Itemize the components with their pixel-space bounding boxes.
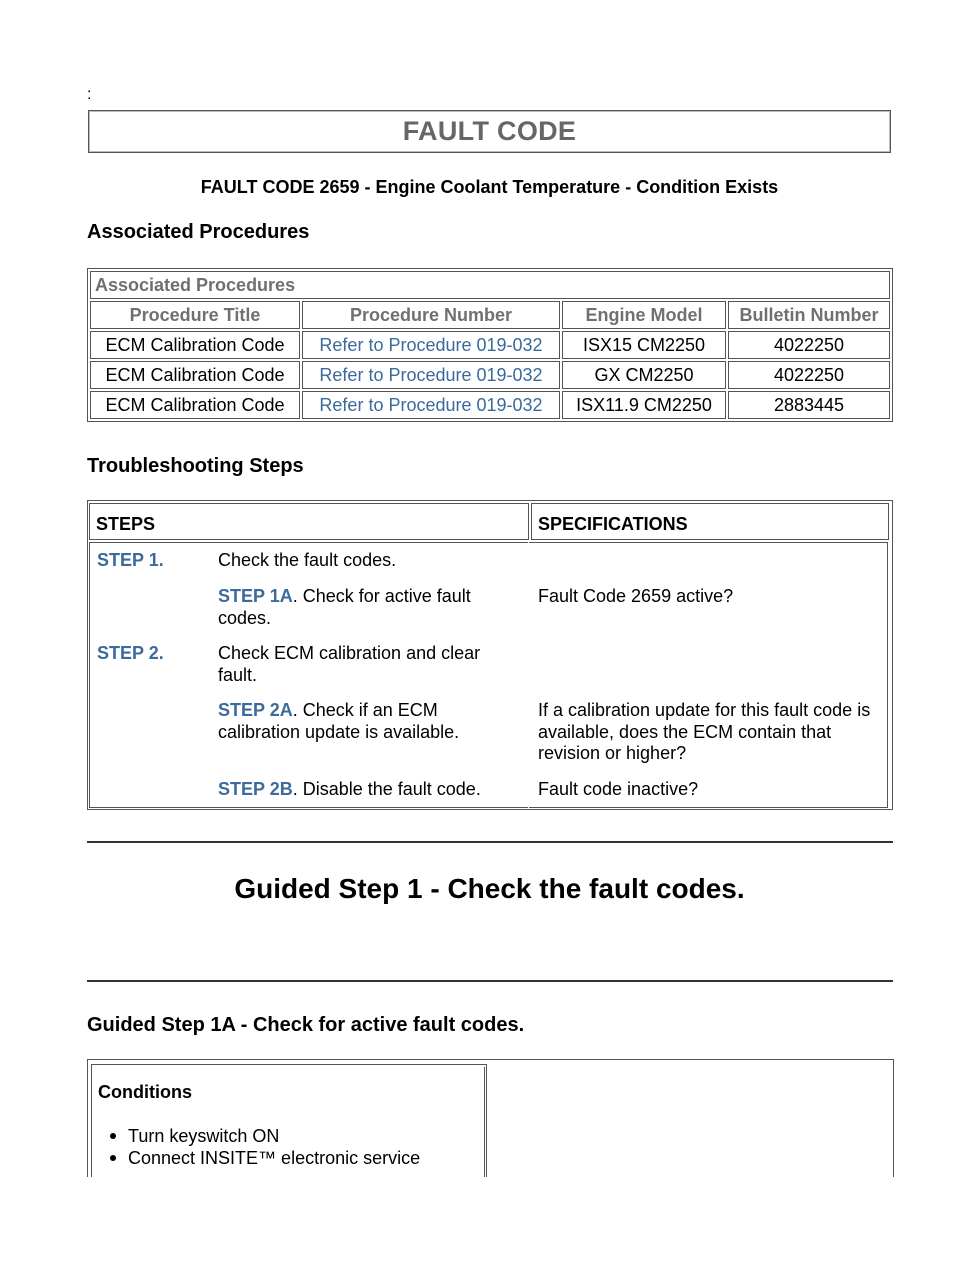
associated-procedures-heading: Associated Procedures [87,221,310,243]
step-2-link[interactable]: STEP 2. [97,643,164,663]
procedure-link[interactable]: Refer to Procedure 019-032 [319,394,543,415]
engine-model-cell: ISX15 CM2250 [562,331,726,359]
table-row [90,391,890,419]
step-2a-row [218,700,518,743]
condition-text: Connect INSITE™ electronic service [128,1148,421,1168]
specifications-body-cell [529,542,888,808]
bulletin-number-cell: 4022250 [728,361,890,389]
procedure-title-cell: ECM Calibration Code [90,391,300,419]
condition-text: Turn keyswitch ON [128,1126,280,1146]
step-1a-text: . Check for active fault codes. [218,586,471,628]
procedure-title-cell: ECM Calibration Code [90,361,300,389]
step-1-link[interactable]: STEP 1. [97,550,164,570]
step-2b-spec: Fault code inactive? [538,779,699,799]
step-2a-link[interactable]: STEP 2A [218,700,293,720]
step-2-text: Check ECM calibration and clear fault. [218,643,481,685]
section-divider [87,841,893,843]
step-2a-text: . Check if an ECM calibration update is available. [218,700,460,742]
guided-step-1a-title: Guided Step 1A - Check for active fault codes. [87,1014,525,1036]
column-header: Engine Model [562,301,726,329]
steps-column-label: STEPS [96,514,156,534]
step-1a-link[interactable]: STEP 1A [218,586,293,606]
bullet-icon [110,1155,116,1161]
column-header: Bulletin Number [728,301,890,329]
step-1-text: Check the fault codes. [218,550,397,570]
step-2b-text: . Disable the fault code. [292,779,481,799]
engine-model-cell: GX CM2250 [562,361,726,389]
page-bottom-cutoff [0,1177,979,1267]
table-caption: Associated Procedures [90,271,890,299]
step-2b-row [218,779,528,801]
procedure-title-cell: ECM Calibration Code [90,331,300,359]
table-row [90,331,890,359]
list-item [128,1148,420,1169]
fault-code-header-box [88,110,891,153]
associated-procedures-table [87,268,893,422]
engine-model-cell: ISX11.9 CM2250 [562,391,726,419]
bullet-icon [110,1133,116,1139]
stray-colon: : [87,86,92,103]
specifications-header-cell [531,503,889,540]
step-1a-row [218,586,518,629]
column-header: Procedure Title [90,301,300,329]
procedure-link[interactable]: Refer to Procedure 019-032 [319,334,543,355]
specifications-column-label: SPECIFICATIONS [538,514,688,534]
bulletin-number-cell: 2883445 [728,391,890,419]
section-divider [87,980,893,982]
fault-code-subtitle: FAULT CODE 2659 - Engine Coolant Temperature - Condition Exists [200,177,779,197]
step-1a-spec: Fault Code 2659 active? [538,586,734,606]
step-2a-spec: If a calibration update for this fault code is available, does the ECM contain that revision or higher? [538,700,871,763]
conditions-title: Conditions [98,1082,192,1102]
step-2b-link[interactable]: STEP 2B [218,779,293,799]
table-row [90,361,890,389]
guided-step-1-title: Guided Step 1 - Check the fault codes. [234,873,745,904]
page-title: FAULT CODE [402,116,577,146]
procedure-link[interactable]: Refer to Procedure 019-032 [319,364,543,385]
steps-header-cell [89,503,529,540]
column-header: Procedure Number [302,301,560,329]
bulletin-number-cell: 4022250 [728,331,890,359]
troubleshooting-heading: Troubleshooting Steps [87,455,304,477]
list-item [128,1126,279,1147]
